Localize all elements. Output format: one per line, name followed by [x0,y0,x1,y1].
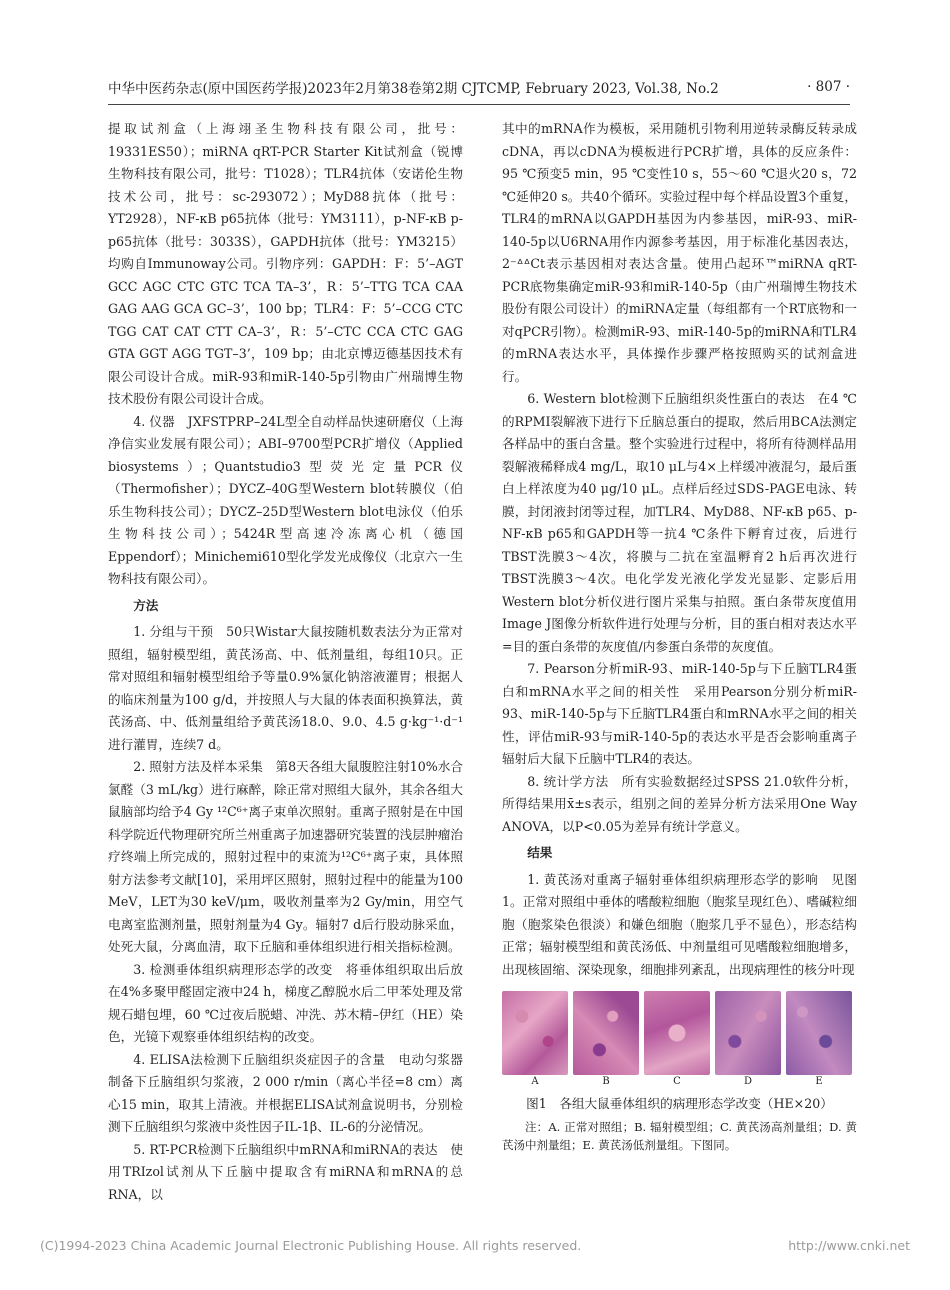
figure-caption: 图1 各组大鼠垂体组织的病理形态学改变（HE×20） [526,1096,833,1111]
section-heading-results: 结果 [527,845,553,860]
paragraph: 4. 仪器 JXFSTPRP–24L型全自动样品快速研磨仪（上海净信实业发展有限公司）；ABI–9700型PCR扩增仪（Applied biosystems）；Quantstudio3型荧光定量PCR仪（Thermofisher）；DYCZ–40G型Western blot转膜仪（伯乐生物科技公司）；DYCZ–25D型Western blot电泳仪（伯乐生物科技公司）；5424R型高速冷冻离心机（德国Eppendorf）；Minichemi610型化学发光成像仪（北京六一生物科技有限公司）。 [108,413,463,586]
copyright-notice: (C)1994-2023 China Academic Journal Electronic Publishing House. All rights reserved. [40,1238,582,1253]
right-column [502,118,857,1154]
figure-panel-c [644,991,710,1089]
left-column [108,118,463,1206]
footer-url[interactable]: http://www.cnki.net [788,1238,910,1253]
histology-image [786,991,852,1075]
page-footer [40,1238,910,1253]
paragraph: 1. 黄芪汤对重离子辐射垂体组织病理形态学的影响 见图1。正常对照组中垂体的嗜酸粒细胞（胞浆呈现红色）、嗜碱粒细胞（胞浆染色很淡）和嫌色细胞（胞浆几乎不显色），形态结构正常；辐射模型组和黄芪汤低、中剂量组可见嗜酸粒细胞增多，出现核固缩、深染现象，细胞排列紊乱，出现病理性的核分叶现 [502,871,857,977]
journal-info: 中华中医药杂志(原中国医药学报)2023年2月第38卷第2期 CJTCMP, February 2023, Vol.38, No.2 [108,81,719,97]
paragraph: 1. 分组与干预 50只Wistar大鼠按随机数表法分为正常对照组，辐射模型组，黄芪汤高、中、低剂量组，每组10只。正常对照组和辐射模型组给予等量0.9%氯化钠溶液灌胃；根据人的临床剂量为100 g/d，并按照人与大鼠的体表面积换算法，黄芪汤高、中、低剂量组给予黄芪汤18.0、9.0、4.5 g·kg⁻¹·d⁻¹进行灌胃，连续7 d。 [108,624,463,752]
running-header [108,76,850,98]
figure-1 [502,991,857,1089]
paragraph: 提取试剂盒（上海翊圣生物科技有限公司，批号：19331ES50）；miRNA qRT-PCR Starter Kit试剂盒（锐博生物科技有限公司，批号：T1028）；TLR4抗体（安诺伦生物技术公司，批号：sc-293072）；MyD88抗体（批号：YT2928），NF-κB p65抗体（批号：YM3111），p-NF-κB p-p65抗体（批号：3033S），GAPDH抗体（批号：YM3215）均购自Immunoway公司。引物序列：GAPDH：F：5’–AGT GCC AGC CTC GTC TCA TA–3’，R：5’–TTG TCA CAA GAG AAG GCA GC–3’，100 bp；TLR4：F：5’–CCG CTC TGG CAT CAT CTT CA–3’，R：5’–CTC CCA CTC GAG GTA GGT AGG TGT–3’，109 bp；由北京博迈德基因技术有限公司设计合成。miR-93和miR-140-5p引物由广州瑞博生物技术股份有限公司设计合成。 [108,121,463,406]
paragraph: 3. 检测垂体组织病理形态学的改变 将垂体组织取出后放在4%多聚甲醛固定液中24 h，梯度乙醇脱水后二甲苯处理及常规石蜡包埋，60 ℃过夜后脱蜡、冲洗、苏木精–伊红（HE）染色，光镜下观察垂体组织结构的改变。 [108,961,463,1044]
histology-image [715,991,781,1075]
panel-label: D [743,1076,753,1087]
histology-image [502,991,568,1075]
page-number: · 807 · [807,79,850,95]
histology-image [644,991,710,1075]
header-rule [108,104,850,105]
paragraph: 7. Pearson分析miR-93、miR-140-5p与下丘脑TLR4蛋白和mRNA水平之间的相关性 采用Pearson分别分析miR-93、miR-140-5p与下丘脑TLR4蛋白和mRNA水平之间的相关性，评估miR-93与miR-140-5p的表达水平是否会影响重离子辐射后大鼠下丘脑中TLR4的表达。 [502,661,857,766]
paragraph: 4. ELISA法检测下丘脑组织炎症因子的含量 电动匀浆器制备下丘脑组织匀浆液，2 000 r/min（离心半径=8 cm）离心15 min，取其上清液。并根据ELISA试剂盒说明书，分别检测下丘脑组织匀浆液中炎性因子IL-1β、IL-6的分泌情况。 [108,1051,463,1134]
section-heading-methods: 方法 [133,597,159,613]
paragraph: 2. 照射方法及样本采集 第8天各组大鼠腹腔注射10%水合氯醛（3 mL/kg）进行麻醉，除正常对照组大鼠外，其余各组大鼠脑部均给予4 Gy ¹²C⁶⁺离子束单次照射。重离子照射是在中国科学院近代物理研究所兰州重离子加速器研究装置的浅层肿瘤治疗终端上所完成的，照射过程中的束流为¹²C⁶⁺离子束，具体照射方法参考文献[10]，采用坪区照射，照射过程中的能量为100 MeV，LET为30 keV/μm，吸收剂量率为2 Gy/min，用空气电离室监测剂量，照射剂量为4 Gy。辐射7 d后行股动脉采血，处死大鼠，分离血清，取下丘脑和垂体组织进行相关指标检测。 [108,759,463,954]
paragraph: 8. 统计学方法 所有实验数据经过SPSS 21.0软件分析，所得结果用x̄±s表示，组别之间的差异分析方法采用One Way ANOVA，以P<0.05为差异有统计学意义。 [502,773,857,834]
panel-label: C [673,1076,681,1087]
panel-label: A [531,1076,539,1087]
figure-panel-d [715,991,781,1089]
panel-label: B [602,1076,610,1087]
paragraph: 其中的mRNA作为模板，采用随机引物利用逆转录酶反转录成cDNA，再以cDNA为模板进行PCR扩增，具体的反应条件：95 ℃预变5 min，95 ℃变性10 s，55～60 ℃退火20 s，72 ℃延伸20 s。共40个循环。实验过程中每个样品设置3个重复，TLR4的mRNA以GAPDH基因为内参基因，miR-93、miR-140-5p以U6RNA用作内源参考基因，用于标准化基因表达，2⁻ᐞᐞCt表示基因相对表达含量。使用凸起环™miRNA qRT-PCR底物集确定miR-93和miR-140-5p（由广州瑞博生物技术股份有限公司设计）的miRNA定量（每组都有一个RT底物和一对qPCR引物）。检测miR-93、miR-140-5p的miRNA和TLR4的mRNA表达水平，具体操作步骤严格按照购买的试剂盒进行。 [502,121,857,384]
paragraph: 6. Western blot检测下丘脑组织炎性蛋白的表达 在4 ℃的RPMI裂解液下进行下丘脑总蛋白的提取，然后用BCA法测定各样品中的蛋白含量。整个实验进行过程中，将所有待测样品用裂解液稀释成4 mg/L，取10 μL与4×上样缓冲液混匀，最后蛋白上样浓度为40 μg/10 μL。点样后经过SDS-PAGE电泳、转膜，封闭液封闭等过程，加TLR4、MyD88、NF-κB p65、p-NF-κB p65和GAPDH等一抗4 ℃条件下孵育过夜，后进行TBST洗膜3～4次，将膜与二抗在室温孵育2 h后再次进行TBST洗膜3～4次。电化学发光液化学发光显影、定影后用Western blot分析仪进行图片采集与拍照。蛋白条带灰度值用Image J图像分析软件进行处理与分析，目的蛋白相对表达水平=目的蛋白条带的灰度值/内参蛋白条带的灰度值。 [502,391,857,654]
paragraph: 5. RT-PCR检测下丘脑组织中mRNA和miRNA的表达 使用TRIzol试剂从下丘脑中提取含有miRNA和mRNA的总RNA，以 [108,1141,463,1202]
figure-panel-b [573,991,639,1089]
histology-image [573,991,639,1075]
figure-panel-a [502,991,568,1089]
figure-panel-e [786,991,852,1089]
figure-note: 注：A. 正常对照组；B. 辐射模型组；C. 黄芪汤高剂量组；D. 黄芪汤中剂量组；E. 黄芪汤低剂量组。下图同。 [502,1119,857,1152]
panel-label: E [815,1076,823,1087]
